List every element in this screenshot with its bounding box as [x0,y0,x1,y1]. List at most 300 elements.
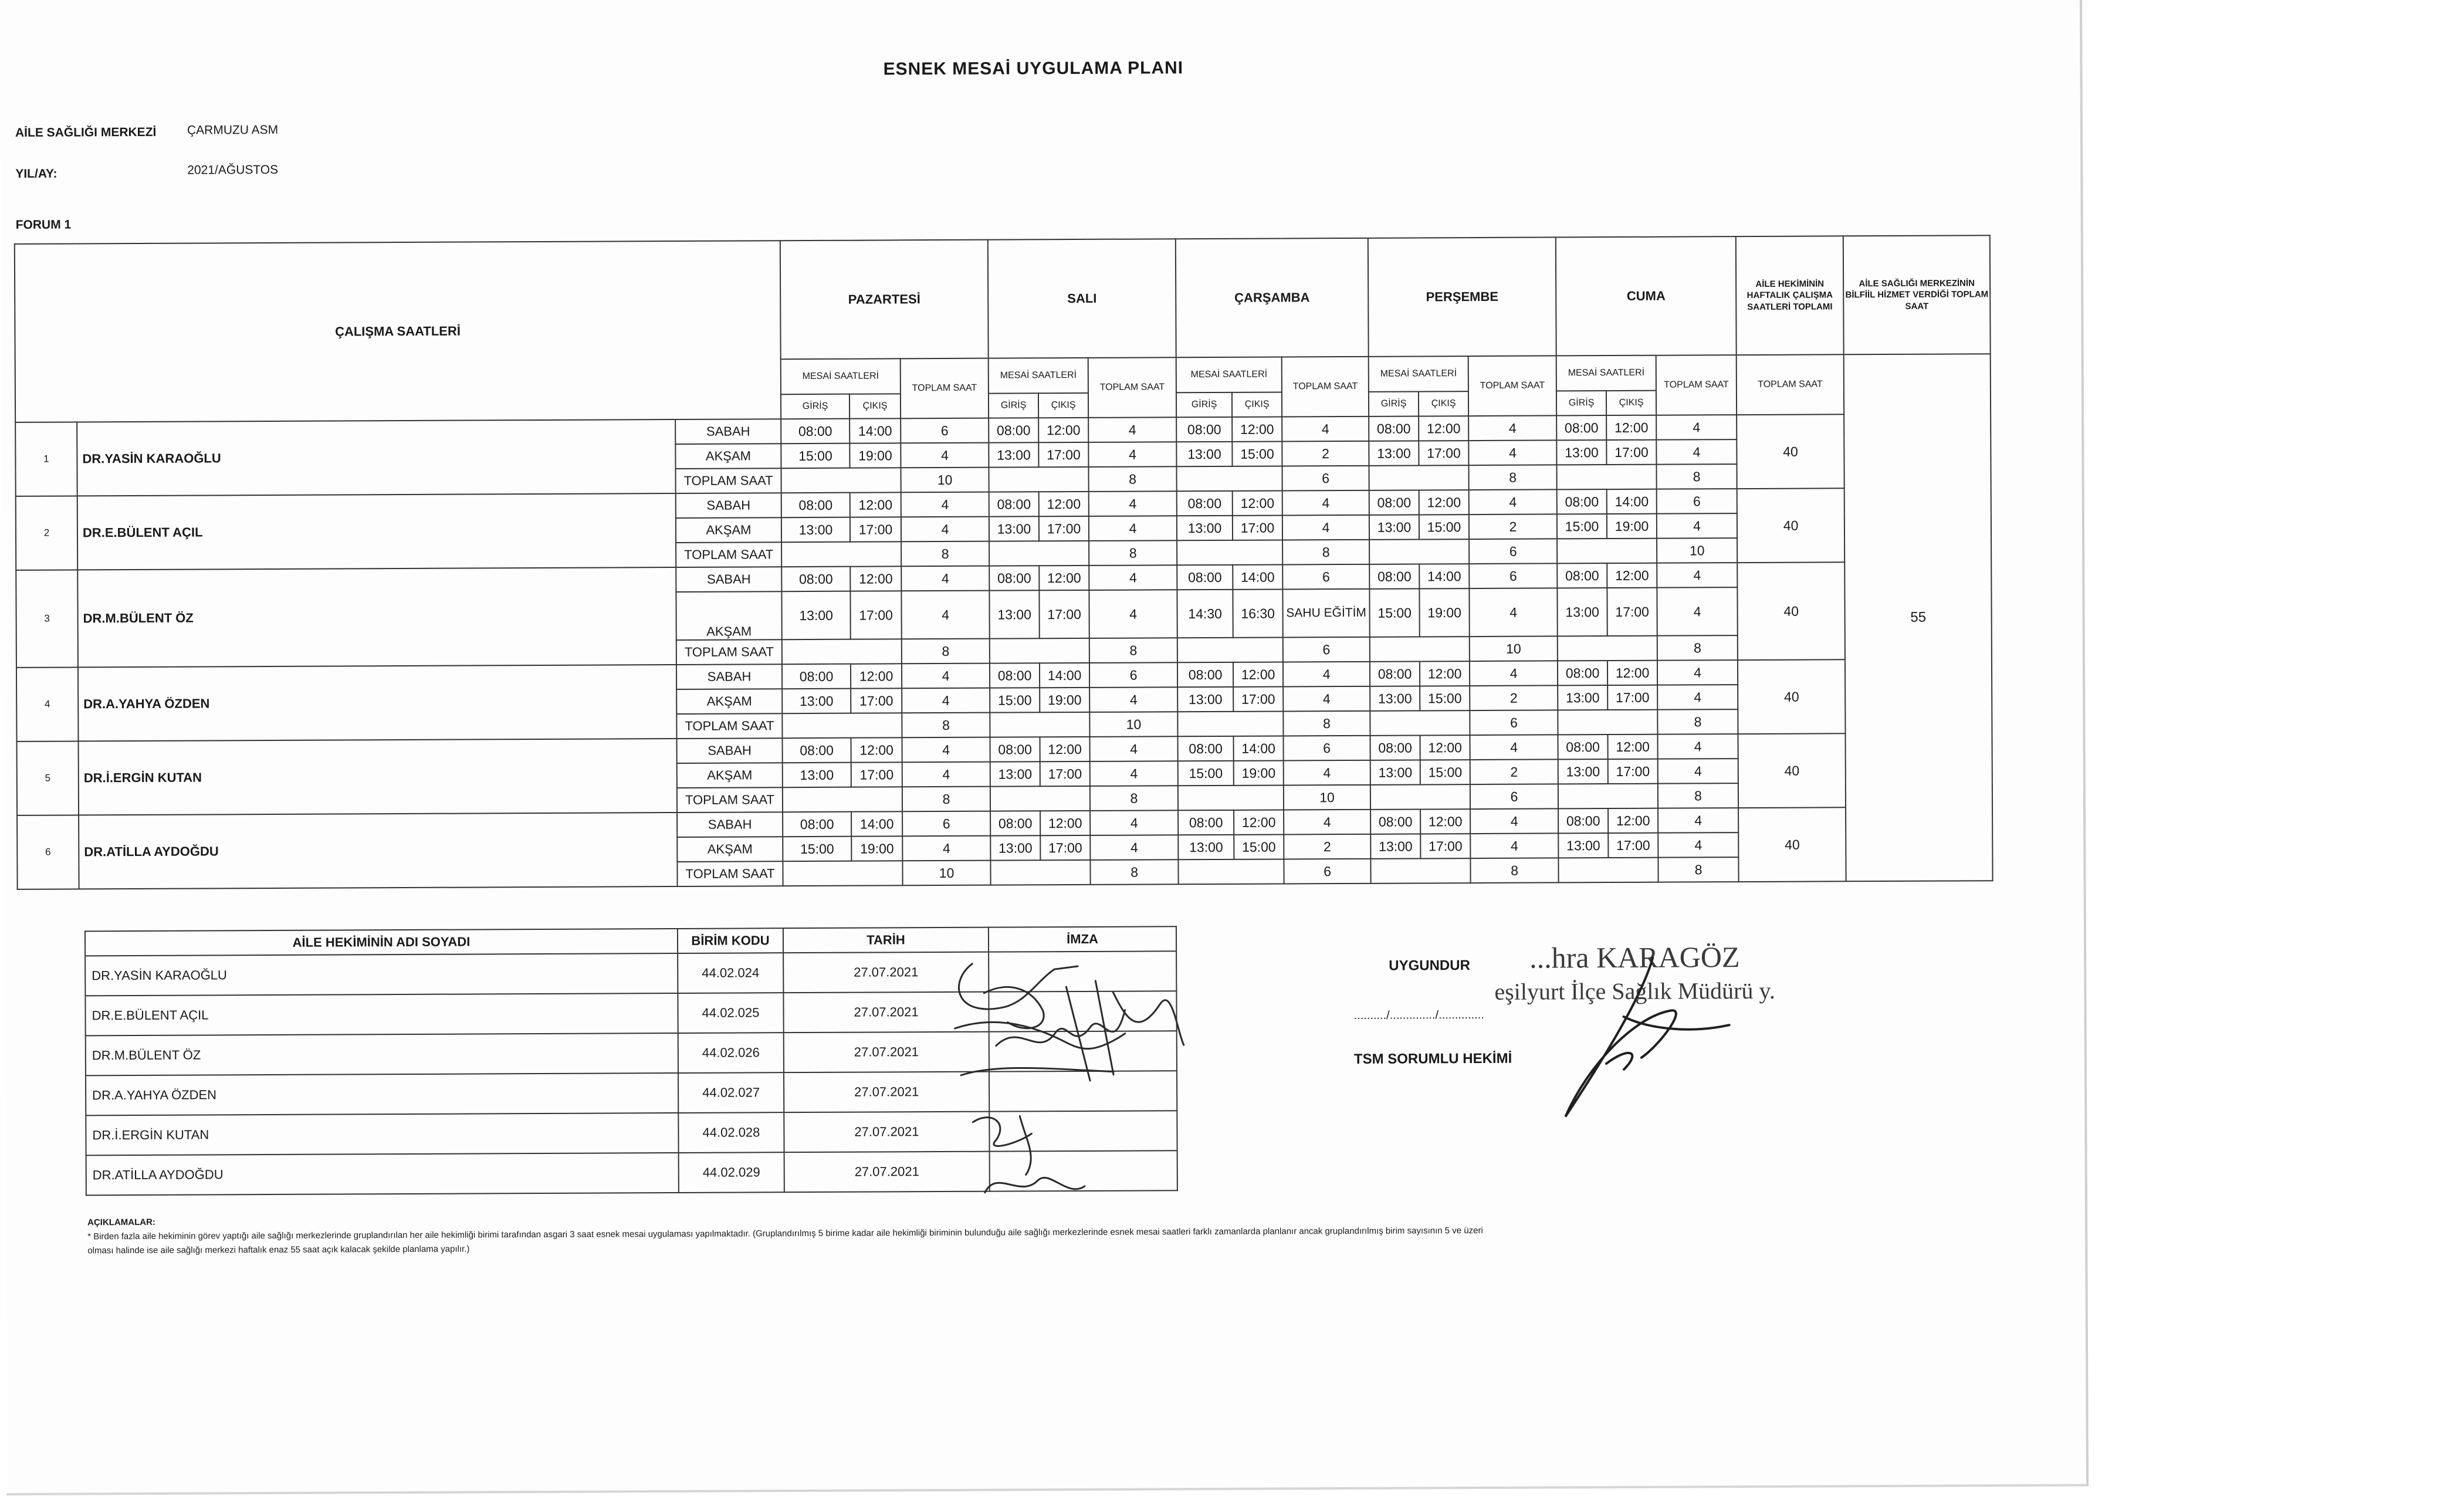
signature-date: 27.07.2021 [784,1032,989,1073]
shift-label: AKŞAM [676,517,781,543]
day-total-value: 8 [1469,465,1557,490]
cikis-time: 12:00 [1420,809,1470,834]
giris-label: GİRİŞ [1369,391,1419,416]
shift-label: TOPLAM SAAT [675,468,781,493]
notes-heading: AÇIKLAMALAR: [87,1217,155,1228]
day-hours: 4 [901,591,989,639]
cikis-time: 12:00 [1419,416,1468,441]
signature-date: 27.07.2021 [784,1072,989,1113]
weekly-total-value: 40 [1738,807,1846,882]
cikis-label: ÇIKIŞ [1038,393,1088,418]
signature-date: 27.07.2021 [784,1152,990,1193]
cikis-time: 12:00 [1420,661,1470,686]
giris-label: GİRİŞ [781,394,849,419]
day-hours: 4 [901,443,989,468]
doctor-number: 1 [15,422,77,496]
shift-label: SABAH [677,812,783,837]
day-hours: SAHU EĞİTİM [1282,589,1369,638]
day-hours: 4 [1283,662,1370,687]
giris-label: GİRİŞ [1556,391,1606,415]
day-total-value: 8 [1090,786,1178,811]
day-total-value: 10 [1470,636,1558,661]
day-total-value: 10 [902,861,990,886]
form-label: FORUM 1 [15,218,72,232]
giris-time: 08:00 [1178,736,1234,761]
giris-time: 08:00 [1177,662,1233,687]
doctor-name: DR.ATİLLA AYDOĞDU [79,813,678,889]
shift-label: AKŞAM [675,444,781,469]
giris-time: 13:00 [989,516,1039,541]
giris-time: 08:00 [783,738,851,763]
day-hours: 4 [1282,417,1369,442]
stamp-title: eşilyurt İlçe Sağlık Müdürü y. [1494,977,1775,1005]
cikis-time: 12:00 [1608,808,1658,833]
day-total-value: 10 [901,468,989,493]
empty-cell [783,861,902,886]
giris-time: 08:00 [782,664,851,689]
cikis-time: 19:00 [1607,514,1657,539]
cikis-time: 12:00 [850,566,901,591]
giris-time: 08:00 [783,812,851,837]
day-hours: 6 [1469,563,1557,588]
day-hours: 4 [902,737,990,763]
cikis-time: 17:00 [851,762,902,787]
giris-time: 13:00 [1177,516,1233,540]
giris-time: 13:00 [1558,685,1607,710]
weekly-total-value: 40 [1738,733,1846,808]
approval-tsm-label: TSM SORUMLU HEKİMİ [1353,1050,1512,1067]
signature-doctor-name: DR.ATİLLA AYDOĞDU [86,1153,679,1195]
giris-time: 13:00 [782,689,851,714]
giris-time: 08:00 [781,567,850,592]
giris-time: 08:00 [1176,417,1232,442]
cikis-time: 17:00 [1038,442,1088,467]
giris-time: 08:00 [989,566,1039,590]
handwritten-signatures [937,945,1208,1210]
cikis-time: 17:00 [1608,759,1658,784]
shift-label: AKŞAM [676,689,782,714]
day-total-value: 8 [901,541,989,567]
giris-time: 13:00 [1177,687,1233,712]
day-total-label: TOPLAM SAAT [1088,357,1176,418]
day-hours: 4 [1658,734,1738,759]
signature-date: 27.07.2021 [783,952,989,993]
shift-label: TOPLAM SAAT [676,542,781,567]
empty-cell [990,786,1090,811]
giris-time: 08:00 [990,663,1040,688]
doctor-name: DR.İ.ERGİN KUTAN [79,739,678,815]
cikis-time: 14:00 [849,418,901,443]
empty-cell [1557,539,1657,564]
cikis-time: 19:00 [1234,760,1284,785]
cikis-time: 19:00 [851,836,902,861]
day-total-label: TOPLAM SAAT [1656,355,1737,415]
empty-cell [1370,710,1470,736]
weekly-total-value: 40 [1737,562,1845,660]
cikis-time: 12:00 [1040,737,1090,761]
giris-time: 13:00 [1176,442,1232,466]
giris-time: 08:00 [781,493,850,518]
day-header: CUMA [1556,236,1737,356]
empty-cell [1558,636,1657,661]
shift-label: SABAH [675,419,781,444]
day-hours: 4 [1470,735,1558,760]
notes-text: * Birden fazla aile hekiminin görev yaptığı aile sağlığı merkezlerinde gruplandırılan her aile hekimliği birimi tarafından asgari 3 saat esnek mesai uygulaması yapılmaktadır. (Gruplandırılmış 5 birime kadar aile hekimliği biriminin bulunduğu aile sağlığı merkezlerinde esnek mesai saatleri farklı zamanlarda planlanır ancak gruplandırılmış birim sayısının 5 ve üzeri olması halinde ise aile sağlığı merkezi haftalık enaz 55 saat açık kalacak şekilde planlama yapılır.) [87,1225,1483,1256]
mesai-label: MESAİ SAATLERİ [1176,357,1282,392]
day-hours: 4 [1283,686,1370,712]
stamp-name: ...hra KARAGÖZ [1529,940,1740,974]
approval-uygundur: UYGUNDUR [1389,957,1470,974]
day-total-label: TOPLAM SAAT [1282,357,1369,417]
shift-label: TOPLAM SAAT [676,713,782,739]
day-hours: 4 [1090,761,1178,786]
giris-time: 13:00 [1369,441,1419,465]
cikis-label: ÇIKIŞ [1606,391,1656,415]
day-hours: 4 [1657,685,1738,710]
giris-time: 13:00 [1370,834,1420,858]
unit-code: 44.02.028 [678,1112,784,1153]
day-hours: 4 [902,664,990,689]
cikis-time: 12:00 [1039,492,1089,516]
empty-cell [782,639,902,664]
giris-time: 08:00 [1370,735,1420,760]
empty-cell [782,713,902,738]
document-title: ESNEK MESAİ UYGULAMA PLANI [883,58,1184,79]
cikis-time: 16:30 [1233,589,1282,637]
day-hours: 4 [1284,810,1370,835]
giris-time: 14:30 [1177,590,1233,638]
signature-doctor-name: DR.YASİN KARAOĞLU [85,953,678,996]
giris-time: 08:00 [1369,564,1419,588]
giris-time: 13:00 [989,442,1038,467]
giris-time: 08:00 [781,419,849,444]
cikis-time: 14:00 [851,811,902,836]
shift-label: SABAH [676,493,781,518]
signature-doctor-name: DR.E.BÜLENT AÇIL [85,993,678,1035]
schedule-table [14,235,1993,890]
empty-cell [781,541,901,567]
giris-time: 08:00 [990,811,1040,835]
cikis-time: 15:00 [1420,760,1470,784]
cikis-time: 17:00 [1040,835,1090,860]
doctor-number: 3 [16,570,78,667]
day-total-value: 8 [1090,859,1178,885]
empty-cell [990,712,1089,737]
day-header: PAZARTESİ [780,240,989,360]
cikis-time: 17:00 [1606,440,1656,465]
doctor-number: 6 [17,815,79,889]
giris-time: 08:00 [1557,489,1607,514]
day-total-value: 8 [1657,635,1738,661]
day-hours: 4 [1088,417,1176,442]
day-total-value: 8 [1283,711,1370,736]
cikis-time: 12:00 [1607,563,1657,588]
giris-time: 08:00 [990,737,1040,761]
giris-time: 08:00 [1370,661,1420,686]
mesai-label: MESAİ SAATLERİ [781,358,901,394]
day-total-value: 8 [902,713,990,738]
day-hours: 4 [1470,833,1558,858]
giris-time: 13:00 [1558,833,1608,858]
day-hours: 4 [1656,439,1737,465]
cikis-time: 17:00 [1608,833,1658,858]
giris-time: 13:00 [1370,686,1420,710]
day-total-value: 8 [1089,466,1177,492]
signature-header: İMZA [989,926,1176,952]
cikis-time: 17:00 [1040,761,1090,786]
day-hours: 4 [1657,660,1738,685]
day-hours: 4 [1657,563,1737,588]
giris-time: 08:00 [1557,563,1607,588]
mesai-label: MESAİ SAATLERİ [1369,356,1468,392]
empty-cell [990,860,1090,885]
day-total-value: 8 [1657,709,1738,735]
mesai-label: MESAİ SAATLERİ [989,358,1088,394]
unit-code: 44.02.027 [678,1072,784,1113]
empty-cell [783,787,902,812]
cikis-time: 12:00 [1232,417,1282,441]
signature-doctor-name: DR.İ.ERGİN KUTAN [86,1113,678,1155]
day-hours: 4 [1468,440,1556,465]
cikis-time: 17:00 [1420,834,1470,858]
cikis-time: 12:00 [1608,735,1658,759]
doctor-name: DR.E.BÜLENT AÇIL [77,493,676,570]
weekly-total-value: 40 [1738,659,1846,734]
period-value: 2021/AĞUSTOS [187,163,279,177]
day-total-value: 6 [1470,784,1558,809]
day-hours: 2 [1469,514,1557,539]
day-total-label: TOPLAM SAAT [901,358,989,419]
asm-label: AİLE SAĞLIĞI MERKEZİ [15,125,157,140]
day-total-label: TOPLAM SAAT [1468,356,1556,416]
weekly-total-value: 40 [1737,488,1845,563]
day-total-value: 8 [1658,783,1738,808]
schedule-corner-label: ÇALIŞMA SAATLERİ [15,241,781,422]
empty-cell [1178,785,1284,810]
day-total-value: 8 [1089,540,1177,566]
empty-cell [1177,711,1283,736]
giris-time: 13:00 [990,761,1040,786]
cikis-time: 12:00 [1233,662,1283,686]
day-total-value: 6 [1284,859,1370,884]
giris-time: 13:00 [1556,440,1606,465]
doctor-name: DR.A.YAHYA ÖZDEN [78,665,677,741]
cikis-time: 15:00 [1234,834,1284,859]
signature-doctor-name: DR.A.YAHYA ÖZDEN [86,1073,678,1115]
empty-cell [989,541,1089,566]
day-hours: 4 [1658,832,1738,858]
unit-code: 44.02.029 [679,1152,784,1193]
giris-time: 13:00 [989,590,1039,638]
day-hours: 4 [1656,415,1737,440]
notes [87,1210,1495,1258]
day-hours: 4 [901,517,989,542]
cikis-time: 12:00 [1419,490,1469,515]
shift-label: AKŞAM [677,837,783,862]
day-hours: 6 [1657,489,1737,514]
cikis-time: 19:00 [849,443,901,468]
giris-time: 13:00 [781,591,850,640]
cikis-time: 14:00 [1607,489,1657,514]
day-total-value: 10 [1089,712,1177,737]
giris-time: 13:00 [1557,588,1607,636]
cikis-time: 17:00 [850,591,901,639]
day-hours: 4 [1089,687,1177,712]
empty-cell [1369,539,1469,564]
cikis-time: 17:00 [1419,441,1468,465]
signature-header: BİRİM KODU [678,928,783,953]
signature-date: 27.07.2021 [784,1112,989,1153]
empty-cell [1370,784,1470,810]
cikis-time: 17:00 [850,517,901,541]
cikis-time: 14:00 [1040,663,1089,688]
cikis-time: 12:00 [1606,415,1656,440]
day-hours: 6 [902,811,990,837]
giris-time: 08:00 [989,492,1039,516]
day-hours: 4 [1469,588,1557,637]
giris-time: 08:00 [1558,661,1607,685]
day-hours: 4 [1282,515,1369,540]
giris-time: 15:00 [1369,588,1419,637]
day-total-value: 10 [1284,785,1370,810]
day-hours: 2 [1284,834,1370,859]
cikis-time: 12:00 [1234,810,1284,834]
giris-label: GİRİŞ [1176,392,1232,417]
shift-label: SABAH [677,738,783,763]
day-hours: 4 [1657,587,1737,636]
giris-time: 15:00 [990,688,1040,712]
day-hours: 4 [1090,810,1178,835]
empty-cell [990,638,1089,664]
day-hours: 2 [1470,685,1558,710]
empty-cell [1177,540,1282,565]
cikis-time: 14:00 [1233,564,1282,589]
day-total-value: 8 [902,787,990,812]
unit-code: 44.02.026 [678,1033,784,1073]
giris-time: 13:00 [1370,760,1420,784]
shift-label: TOPLAM SAAT [677,787,783,813]
day-header: ÇARŞAMBA [1176,238,1369,357]
empty-cell [1177,466,1282,491]
day-hours: 6 [1089,662,1177,688]
doctor-name: DR.YASİN KARAOĞLU [77,419,676,496]
day-hours: 6 [1282,564,1369,590]
giris-time: 13:00 [1178,835,1234,859]
signature-date: 27.07.2021 [783,992,989,1033]
empty-cell [1369,465,1469,490]
cikis-time: 12:00 [1607,661,1657,685]
day-hours: 2 [1470,759,1558,784]
day-hours: 4 [901,492,989,517]
giris-time: 13:00 [781,517,850,543]
cikis-time: 12:00 [1040,811,1090,835]
empty-cell [1557,465,1657,490]
asm-value: ÇARMUZU ASM [187,123,279,137]
giris-time: 13:00 [990,835,1040,860]
day-hours: 4 [1089,516,1177,541]
day-hours: 4 [1468,415,1556,441]
day-hours: 4 [1658,808,1738,833]
day-hours: 4 [901,566,989,591]
empty-cell [1558,710,1657,735]
doctor-name: DR.M.BÜLENT ÖZ [77,567,676,667]
day-hours: 4 [1089,590,1177,638]
day-header: SALI [988,239,1176,358]
empty-cell [1370,858,1470,884]
giris-time: 08:00 [1558,808,1608,833]
cikis-time: 12:00 [851,664,902,688]
cikis-time: 12:00 [1038,418,1088,442]
empty-cell [1558,784,1658,809]
giris-time: 13:00 [1558,759,1608,784]
shift-label: TOPLAM SAAT [676,639,782,665]
cikis-time: 17:00 [1039,516,1089,541]
signature-header: AİLE HEKİMİNİN ADI SOYADI [85,929,678,956]
empty-cell [1370,637,1470,662]
mesai-label: MESAİ SAATLERİ [1556,356,1656,391]
empty-cell [781,468,901,493]
giris-time: 08:00 [1369,416,1419,441]
day-hours: 4 [1090,835,1178,860]
day-hours: 4 [1090,736,1178,761]
doctor-number: 2 [16,496,78,570]
day-hours: 4 [1089,491,1177,516]
cikis-time: 19:00 [1040,688,1089,712]
day-hours: 4 [1089,565,1177,590]
day-hours: 4 [902,762,990,787]
day-hours: 6 [1284,736,1370,761]
day-total-value: 6 [1282,466,1369,491]
cikis-time: 17:00 [1607,685,1657,710]
weekly-total-value: 40 [1737,414,1844,489]
cikis-label: ÇIKIŞ [1419,391,1468,416]
day-hours: 4 [1658,759,1738,784]
unit-code: 44.02.024 [678,953,783,993]
cikis-time: 12:00 [1233,490,1282,515]
shift-label: SABAH [676,664,782,689]
giris-time: 08:00 [1177,565,1233,590]
giris-time: 08:00 [1556,415,1606,440]
cikis-time: 15:00 [1419,515,1469,539]
day-total-value: 8 [1657,464,1737,489]
giris-time: 13:00 [1369,515,1419,539]
giris-time: 15:00 [783,837,851,862]
day-hours: 4 [1088,442,1176,467]
asm-total-header: AİLE SAĞLIĞI MERKEZİNİN BİLFİİL HİZMET VERDİĞİ TOPLAM SAAT [1843,235,1991,354]
cikis-time: 15:00 [1232,441,1282,466]
giris-time: 08:00 [1558,735,1608,759]
day-total-value: 6 [1469,539,1557,564]
cikis-time: 14:00 [1234,736,1284,760]
day-hours: 4 [1470,808,1558,834]
doctor-number: 5 [17,741,79,815]
approval-signature [1553,946,1741,1134]
cikis-time: 17:00 [1233,515,1282,540]
day-total-value: 8 [1658,857,1738,882]
asm-total-value: 55 [1844,354,1993,881]
weekly-total-header: AİLE HEKİMİNİN HAFTALIK ÇALIŞMA SAATLERİ TOPLAMI [1736,236,1844,355]
approval-date-placeholder: ........../............../.............. [1353,1008,1484,1022]
empty-cell [1558,858,1658,883]
day-hours: 2 [1282,441,1369,466]
cikis-time: 12:00 [850,492,901,517]
giris-time: 13:00 [783,763,851,788]
giris-time: 08:00 [989,418,1038,442]
period-label: YIL/AY: [15,167,57,181]
empty-cell [1178,859,1284,884]
cikis-label: ÇIKIŞ [849,394,901,418]
day-hours: 4 [1284,760,1370,786]
